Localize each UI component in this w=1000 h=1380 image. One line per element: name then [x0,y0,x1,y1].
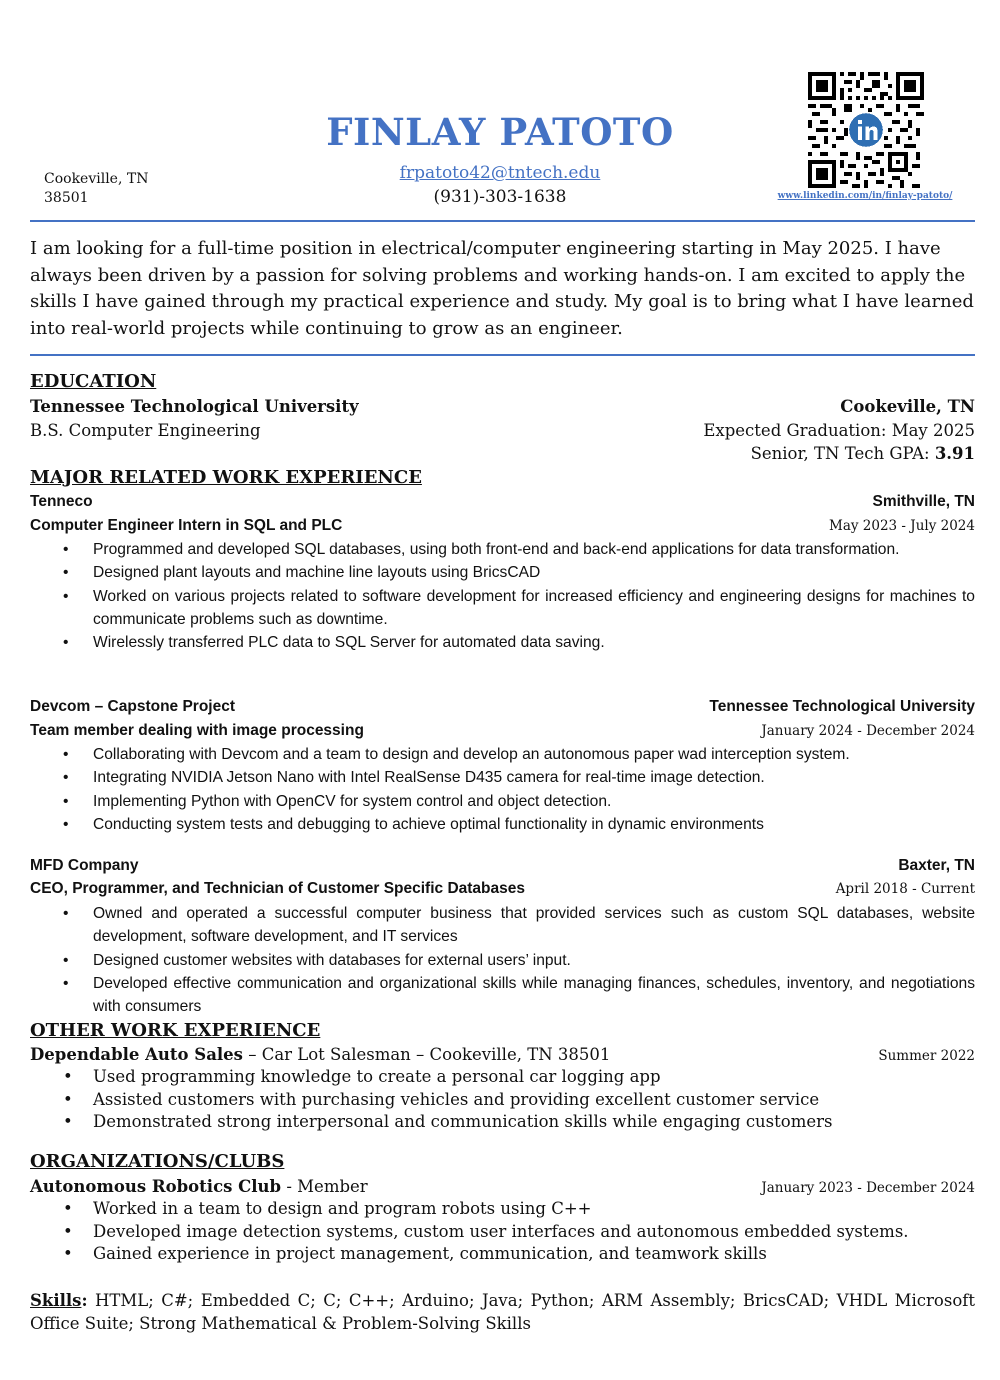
job-location: Tennessee Technological University [709,698,975,715]
job-title: CEO, Programmer, and Technician of Customer Specific Databases [30,880,526,897]
linkedin-qr-code-icon [808,72,924,188]
job-bullets [30,538,975,654]
list-item: • Owned and operated a successful computer business that provided services such as custom SQL databases, website development, software development, and IT services [93,902,975,949]
address-city: Cookeville, TN [44,171,149,187]
skills-label: Skills [30,1291,82,1310]
other-experience-title [30,1045,610,1064]
linkedin-link[interactable]: www.linkedin.com/in/finlay-patoto/ [777,191,953,201]
organization-bullets [30,1198,975,1266]
other-experience-detail: – Car Lot Salesman – Cookeville, TN 38501 [242,1045,611,1064]
list-item: • Assisted customers with purchasing vehicles and providing excellent customer service [93,1089,975,1112]
education-location: Cookeville, TN [840,397,975,416]
major-experience-heading: MAJOR RELATED WORK EXPERIENCE [30,467,422,488]
other-experience-row [30,1045,975,1064]
job-bullets [30,902,975,1018]
list-item: • Demonstrated strong interpersonal and communication skills while engaging customers [93,1111,975,1134]
education-school: Tennessee Technological University [30,397,359,416]
summary-divider [30,354,975,356]
list-item: • Designed plant layouts and machine line layouts using BricsCAD [93,561,975,584]
organization-name: Autonomous Robotics Club [30,1177,282,1196]
skills-text: HTML; C#; Embedded C; C; C++; Arduino; Java; Python; ARM Assembly; BricsCAD; VHDL Microsoft Office Suite; Strong Mathematical & Problem-Solving Skills [30,1291,975,1333]
job-dates: May 2023 - July 2024 [829,518,975,534]
education-gpa-value: 3.91 [934,444,975,463]
other-experience-heading: OTHER WORK EXPERIENCE [30,1020,321,1041]
list-item: • Worked in a team to design and program robots using C++ [93,1198,975,1221]
education-degree: B.S. Computer Engineering [30,421,261,440]
job-org: Devcom – Capstone Project [30,698,236,715]
organization-dates: January 2023 - December 2024 [761,1180,975,1196]
education-school-row [30,397,975,416]
list-item: • Integrating NVIDIA Jetson Nano with Intel RealSense D435 camera for real-time image detection. [93,766,975,789]
job-dates: April 2018 - Current [835,881,975,897]
list-item: • Worked on various projects related to software development for increased efficiency and engineering designs for machines to communicate problems such as downtime. [93,585,975,632]
address [44,170,148,208]
organizations-heading: ORGANIZATIONS/CLUBS [30,1151,285,1172]
job-bullets [30,743,975,836]
job-location: Smithville, TN [872,493,975,510]
job-org: MFD Company [30,857,139,874]
organization-role: - Member [281,1177,368,1196]
list-item: • Developed image detection systems, custom user interfaces and autonomous embedded systems. [93,1221,975,1244]
education-gpa-label: Senior, TN Tech GPA: [750,444,935,463]
organization-title [30,1177,368,1196]
job-org-row [30,698,975,716]
job-org: Tenneco [30,493,93,510]
address-zip: 38501 [44,190,89,206]
other-experience-org: Dependable Auto Sales [30,1045,243,1064]
summary-paragraph: I am looking for a full-time position in electrical/computer engineering starting in May 2025. I have always been driven by a passion for solving problems and working hands-on. I am excited to apply the skills I have gained through my practical experience and study. My goal is to bring what I have learned into real-world projects while continuing to grow as an engineer. [30,238,974,339]
job-org-row [30,857,975,875]
other-experience-bullets [30,1066,975,1134]
header-divider [30,220,975,222]
job-title-row [30,880,975,898]
email-link[interactable]: frpatoto42@tntech.edu [399,163,601,183]
list-item: • Used programming knowledge to create a personal car logging app [93,1066,975,1089]
education-degree-row [30,421,975,440]
job-title: Computer Engineer Intern in SQL and PLC [30,517,343,534]
list-item: • Programmed and developed SQL databases, using both front-end and back-end applications for data transformation. [93,538,975,561]
education-gpa-row [30,444,975,463]
list-item: • Collaborating with Devcom and a team to design and develop an autonomous paper wad interception system. [93,743,975,766]
job-title-row [30,722,975,740]
job-title: Team member dealing with image processing [30,722,364,739]
education-heading: EDUCATION [30,371,157,392]
list-item: • Designed customer websites with databases for external users’ input. [93,949,975,972]
skills-colon: : [81,1291,88,1310]
organization-row [30,1177,975,1196]
education-graduation: Expected Graduation: May 2025 [703,421,975,440]
list-item: • Developed effective communication and organizational skills while managing finances, schedules, inventory, and negotiations with consumers [93,972,975,1019]
job-location: Baxter, TN [898,857,975,874]
resume-name: FINLAY PATOTO [326,110,674,154]
skills-paragraph [30,1290,975,1335]
list-item: • Conducting system tests and debugging to achieve optimal functionality in dynamic environments [93,813,975,836]
education-gpa [751,444,975,463]
job-dates: January 2024 - December 2024 [761,723,975,739]
phone-number: (931)-303-1638 [433,187,567,207]
list-item: • Wirelessly transferred PLC data to SQL Server for automated data saving. [93,631,975,654]
other-experience-dates: Summer 2022 [878,1048,975,1064]
job-title-row [30,517,975,535]
list-item: • Implementing Python with OpenCV for system control and object detection. [93,790,975,813]
job-org-row [30,493,975,511]
list-item: • Gained experience in project management, communication, and teamwork skills [93,1243,975,1266]
